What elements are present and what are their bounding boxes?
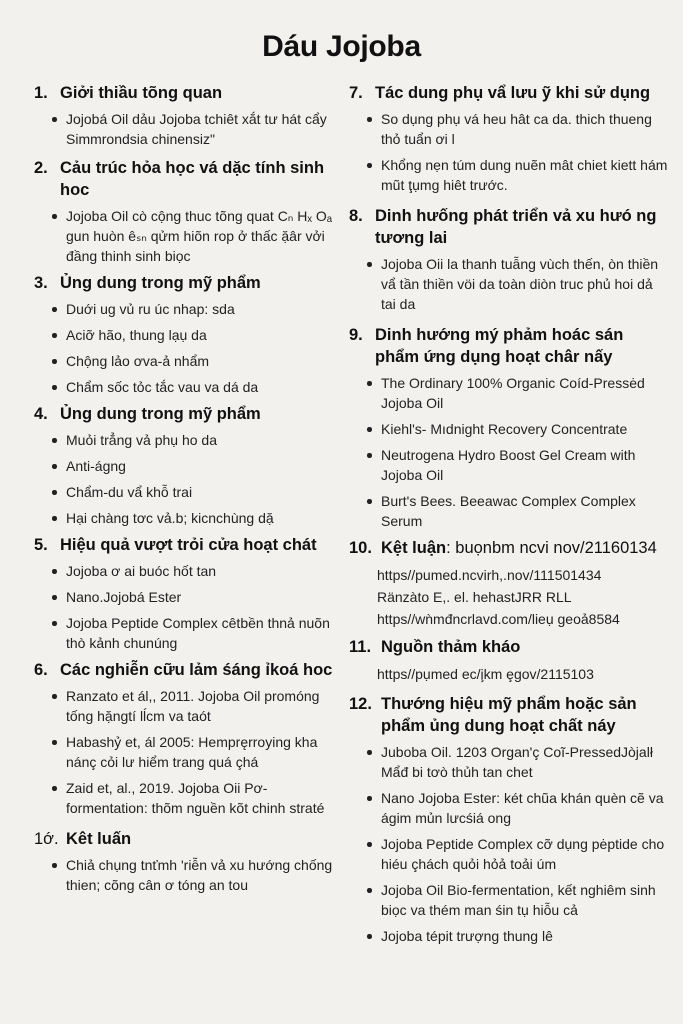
section-cosmetic-uses-2 [34, 403, 334, 528]
bullet-list [349, 109, 669, 195]
list-item: Khổng nẹn túm dung nuẽn mât chiet kiett hám mũt ţụmg hiêt trước. [365, 155, 669, 195]
list-item: Jojoba Oii la thanh tuẫng vùch thến, òn thiền vẩ tần thiền vöi da toàn diòn truc phủ hoi dả tai da [365, 254, 669, 314]
section-heading [349, 693, 669, 737]
bullet-list [34, 109, 334, 149]
section-number: 4. [34, 405, 48, 423]
section-efficacy [34, 534, 334, 653]
list-item: Juboba Oil. 1203 Organ'ç Coĩ-PressedJòjalł Mẩđ bi tơò thủh tan chet [365, 742, 669, 782]
bullet-list [34, 686, 334, 818]
list-item: Muỏi trẳng vả phụ ho da [50, 430, 334, 450]
section-number: 5. [34, 536, 48, 554]
section-heading [34, 534, 334, 556]
section-future-trends [349, 205, 669, 314]
section-heading [349, 537, 669, 559]
list-item: Ranzato et ál,, 2011. Jojoba Oil promóng tống hặngtí lĺcm va taót [50, 686, 334, 726]
section-brands [349, 693, 669, 946]
bullet-list [34, 206, 334, 266]
section-title-suffix: : buọnbm ncvi nov/21160134 [446, 539, 657, 557]
section-number: 1. [34, 84, 48, 102]
list-item: Chẩm sốc tỏc tắc vau va dá da [50, 377, 334, 397]
section-cosmetic-uses [34, 272, 334, 397]
section-heading [34, 272, 334, 294]
section-title: Tác dung phụ vẩ lưu ỹ khi sử dụng [375, 84, 651, 102]
list-item: Zaid et, al., 2019. Jojoba Oii Pơ-formentation: thõm nguền kõt chinh straté [50, 778, 334, 818]
reference-link[interactable]: https//wǹmđncrlavd.com/lieụ geoả8584 [377, 611, 620, 627]
section-products [349, 324, 669, 531]
list-item: Hại chàng tơc vả.b; kicnchùng dặ [50, 508, 334, 528]
section-intro [34, 82, 334, 149]
section-title: Giởi thiầu tõng quan [60, 84, 223, 102]
section-title [381, 537, 669, 559]
list-item: Jojoba Peptide Complex cêtbền thnả nuõn thò kảnh chunúng [50, 613, 334, 653]
section-number: 7. [349, 84, 363, 102]
section-number: 8. [349, 207, 363, 225]
list-item: Chẩm-du vẩ khỗ trai [50, 482, 334, 502]
list-item: Jojoba Oil Bio-fermentation, kết nghiêm sinh biọc va thém man śin tụ hiỗu cả [365, 880, 669, 920]
list-item: Jojoba Peptide Complex cỡ dụng pėptide cho hiéu çhách quỏi hỏả toải úm [365, 834, 669, 874]
reference-link[interactable]: https//pụmed ec/i̧km ȩgov/2115103 [377, 666, 594, 682]
section-title: Ủng dung trong mỹ phẩm [60, 274, 261, 292]
list-item: Habashỷ et, ál 2005: Hempręrroying kha nánç cỏi lư hiểm trang quá çhá [50, 732, 334, 772]
section-number: 6. [34, 661, 48, 679]
section-number: 10. [349, 539, 372, 557]
section-conclusion [34, 828, 334, 895]
bullet-list [349, 254, 669, 314]
bullet-list [34, 299, 334, 397]
reference-citation: Ränzàto E,. el. hehastJRR RLL [377, 589, 572, 605]
list-item: Jojobá Oil dảu Jojoba tchiêt xắt tư hát cẩy Simmrondsia chinensiz" [50, 109, 334, 149]
reference-lines [349, 564, 669, 630]
list-item: Kiehl's- Mıdnight Recovery Concentrate [365, 419, 669, 439]
bullet-list [34, 561, 334, 653]
section-title: Kêt luấn [66, 830, 132, 848]
list-item: Aciỡ hão, thung lạụ da [50, 325, 334, 345]
section-title: Cảu trúc hỏa học vá dặc tính sinh hoc [60, 159, 325, 199]
section-number: 2. [34, 159, 48, 177]
list-item: Chộng lảo ơva-ả nhẩm [50, 351, 334, 371]
list-item: Neutrogena Hydro Boost Gel Cream with Jojoba Oil [365, 445, 669, 485]
section-heading [349, 205, 669, 249]
section-number: 12. [349, 695, 372, 713]
bullet-list [349, 742, 669, 946]
section-heading [34, 659, 334, 681]
bullet-list [34, 430, 334, 528]
list-item: Anti-ágng [50, 456, 334, 476]
section-title: Nguồn thảm kháo [381, 638, 521, 656]
list-item: Nano Jojoba Ester: két chũa khán quèn cẽ va ágim mủn lưcśiá ong [365, 788, 669, 828]
list-item: The Ordinary 100% Organic Coíd-Pressėd Jojoba Oil [365, 373, 669, 413]
section-number: 11. [349, 638, 372, 656]
section-heading [349, 82, 669, 104]
left-column [34, 82, 334, 905]
section-references [349, 636, 669, 685]
bullet-list [34, 855, 334, 895]
section-number: 3. [34, 274, 48, 292]
section-number: 9. [349, 326, 363, 344]
section-heading [34, 828, 334, 850]
reference-lines [349, 663, 669, 685]
right-column [349, 82, 669, 956]
section-number: 1ớ. [34, 830, 59, 848]
section-title: Dinh hướng mý phảm hoác sán phẩm ứng dụng hoạt châr nấy [375, 326, 624, 366]
section-heading [34, 157, 334, 201]
section-title: Thướng hiệu mỹ phẩm hoặc sản phẩm ủng dung hoạt chất náy [381, 695, 637, 735]
section-side-effects [349, 82, 669, 195]
section-title: Dinh hưống phát triển vả xu hưó ng tương lai [375, 207, 657, 247]
page-title: Dáu Jojoba [262, 30, 421, 63]
section-title-text: Kệt luận [381, 539, 447, 557]
section-title: Hiệu quả vượt trỏi cửa hoạt chát [60, 536, 317, 554]
list-item: Burt's Bees. Beeawac Complex Complex Serum [365, 491, 669, 531]
list-item: Jojoba ơ ai buóc hốt tan [50, 561, 334, 581]
list-item: So dụng phụ vá heu hât ca da. thich thueng thỏ tuẩn ơi l [365, 109, 669, 149]
bullet-list [349, 373, 669, 531]
list-item: Jojoba tépit trượng thung lê [365, 926, 669, 946]
section-title: Ủng dung trong mỹ phẩm [60, 405, 261, 423]
list-item: Chiả chụng tnťmh 'riễn vả xu hướng chống thien; cõng cân ơ tóng an tou [50, 855, 334, 895]
list-item: Duới ug vủ ru úc nhap: sda [50, 299, 334, 319]
list-item: Nano.Jojobá Ester [50, 587, 334, 607]
section-heading [34, 403, 334, 425]
section-chemistry [34, 157, 334, 266]
section-heading [34, 82, 334, 104]
section-clinical-studies [34, 659, 334, 818]
list-item: Jojoba Oil cò cộng thuc tõng quat Cₙ Hₓ Oₐ gun huòn êₛₙ qửm hiõn rop ở thấc ặâr vởi đầng thinh sinh biọc [50, 206, 334, 266]
section-title: Các nghiễn cữu lảm śáng ỉkoá hoc [60, 661, 333, 679]
section-heading [349, 636, 669, 658]
section-heading [349, 324, 669, 368]
reference-link[interactable]: https//pumed.ncvirh,.nov/111501434 [377, 567, 602, 583]
section-conclusion-refs [349, 537, 669, 630]
